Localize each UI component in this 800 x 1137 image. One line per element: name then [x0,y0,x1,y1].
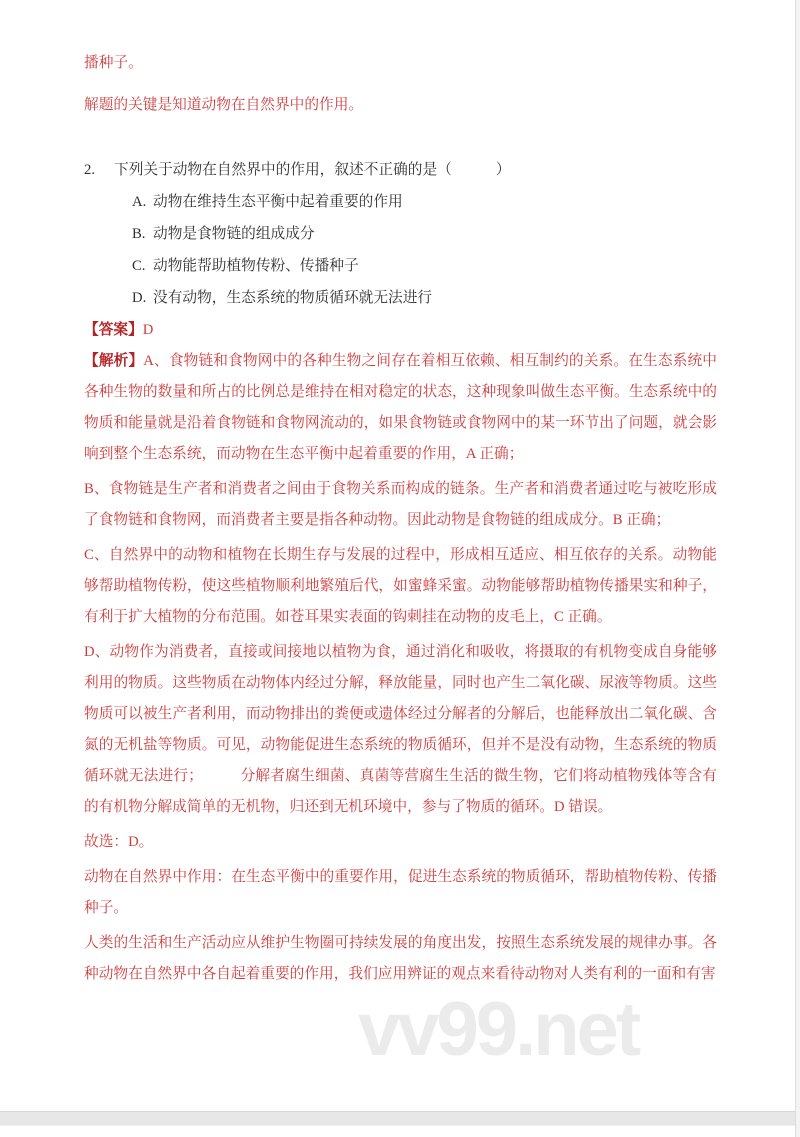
option-c-letter: C. [132,258,146,274]
question-2 [84,155,717,314]
analysis-summary-1: 动物在自然界中作用：在生态平衡中的重要作用，促进生态系统的物质循环，帮助植物传粉、传播种子。 [84,869,717,916]
analysis-summary-2: 人类的生活和生产活动应从维护生物圈可持续发展的角度出发，按照生态系统发展的规律办事。各种动物在自然界中各自起着重要的作用，我们应用辨证的观点来看待动物对人类有利的一面和有害 [84,935,717,982]
question-stem [84,155,717,186]
carryover-line-1: 播种子。 [84,55,143,71]
analysis-paragraph-d: D、动物作为消费者，直接或间接地以植物为食，通过消化和吸收，将摄取的有机物变成自身能够利用的物质。这些物质在动物体内经过分解，释放能量，同时也产生二氧化碳、尿液等物质。这些物质可以被生产者利用，而动物排出的粪便或遗体经过分解者的分解后，也能释放出二氧化碳、含氮的无机盐等物质。可见，动物能促进生态系统的物质循环，但并不是没有动物，生态系统的物质循环就无法进行； 分解者腐生细菌、真菌等营腐生生活的微生物，它们将动植物残体等含有的有机物分解成简单的无机物，归还到无机环境中，参与了物质的循环。D 错误。 [84,644,717,815]
site-watermark: vv99.net [358,987,639,1072]
question-stem-text: 下列关于动物在自然界中的作用，叙述不正确的是（ ） [114,162,511,178]
page-right-shade [796,0,800,1137]
analysis-conclusion: 故选：D。 [84,834,154,850]
option-c [84,251,717,282]
option-b [84,219,717,250]
option-d-text: 没有动物，生态系统的物质循环就无法进行 [153,290,433,306]
option-b-text: 动物是食物链的组成成分 [153,226,315,242]
carryover-line-2: 解题的关键是知道动物在自然界中的作用。 [84,97,364,113]
option-b-letter: B. [132,226,146,242]
analysis-paragraph-c: C、自然界中的动物和植物在长期生存与发展的过程中，形成相互适应、相互依存的关系。动物能够帮助植物传粉，使这些植物顺利地繁殖后代，如蜜蜂采蜜。动物能够帮助植物传播果实和种子，有利于扩大植物的分布范围。如苍耳果实表面的钩刺挂在动物的皮毛上，C 正确。 [84,547,717,625]
page-break-divider [0,1111,800,1126]
analysis-paragraph-a [84,346,717,470]
page-content [84,48,717,990]
option-d [84,283,717,314]
option-c-text: 动物能帮助植物传粉、传播种子 [153,258,359,274]
option-a [84,187,717,218]
page-right-edge [795,0,796,1137]
answer-label: 【答案】 [84,322,143,338]
option-a-text: 动物在维持生态平衡中起着重要的作用 [153,194,403,210]
analysis-section [84,346,717,990]
option-d-letter: D. [132,290,147,306]
question-number: 2. [84,162,96,178]
answer-line [84,315,717,346]
option-a-letter: A. [132,194,147,210]
analysis-label: 【解析】 [84,353,144,369]
analysis-paragraph-a-text: A、食物链和食物网中的各种生物之间存在着相互依赖、相互制约的关系。在生态系统中各种生物的数量和所占的比例总是维持在相对稳定的状态，这种现象叫做生态平衡。生态系统中的物质和能量就是沿着食物链和食物网流动的，如果食物链或食物网中的某一环节出了问题，就会影响到整个生态系统，而动物在生态平衡中起着重要的作用，A 正确； [84,353,717,462]
answer-value: D [142,322,154,338]
analysis-paragraph-b: B、食物链是生产者和消费者之间由于食物关系而构成的链条。生产者和消费者通过吃与被吃形成了食物链和食物网，而消费者主要是指各种动物。因此动物是食物链的组成成分。B 正确； [84,481,717,528]
